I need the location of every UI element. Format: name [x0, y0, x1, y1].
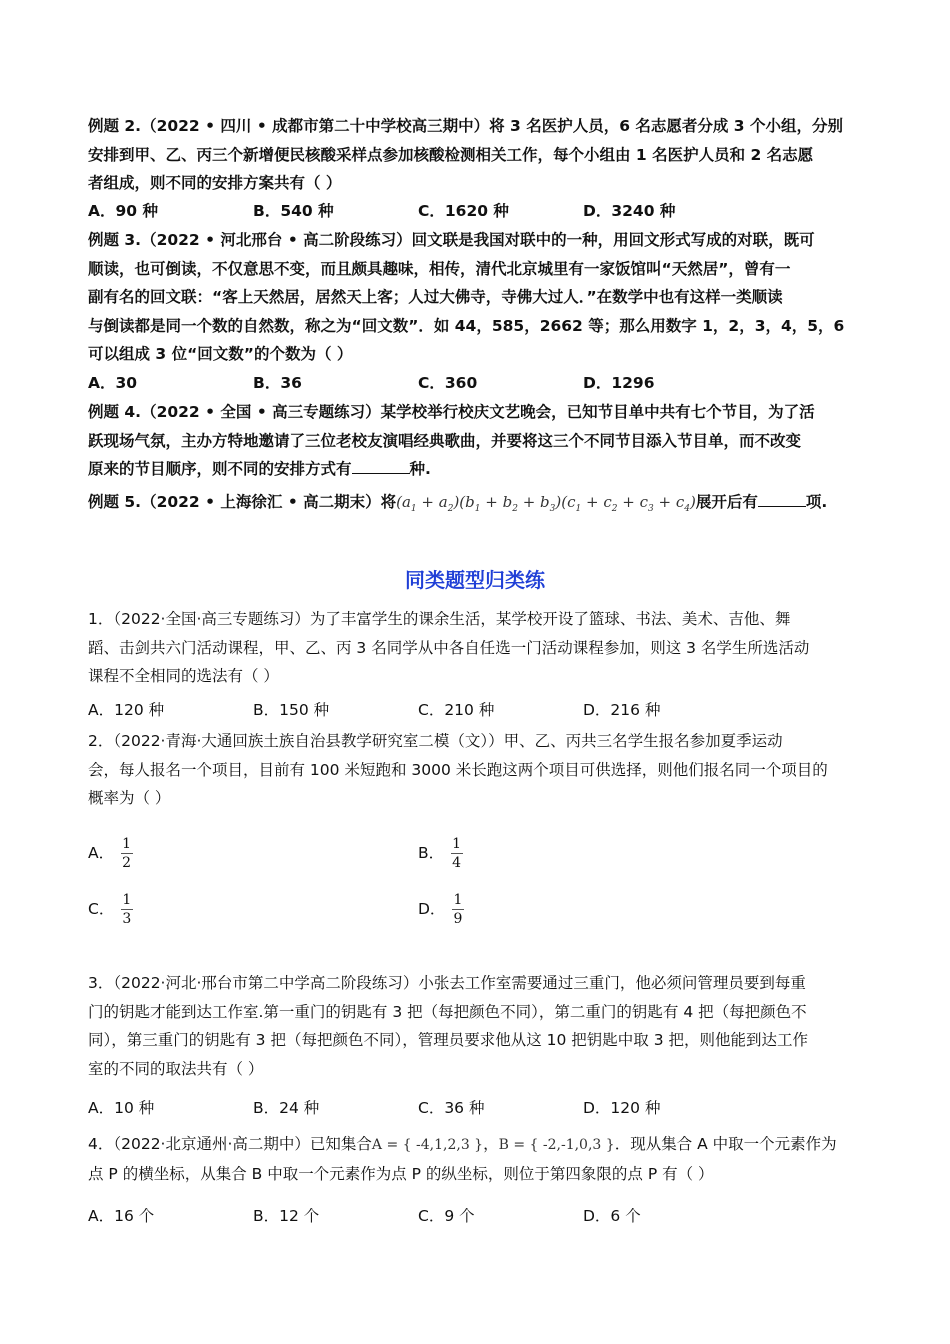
question-3	[88, 969, 863, 1083]
fraction-one-third: $\frac{1}{3}$	[122, 892, 132, 927]
question-4-line-2: 点 P 的横坐标，从集合 B 中取一个元素作为点 P 的纵坐标，则位于第四象限的点 P 有（ ）	[88, 1164, 714, 1183]
question-1-options	[88, 696, 863, 724]
fraction-one-ninth: $\frac{1}{9}$	[453, 892, 463, 927]
option-c: C．210 种	[418, 701, 495, 719]
question-3-line-4: 室的不同的取法共有（ ）	[88, 1059, 264, 1078]
question-3-line-2: 门的钥匙才能到达工作室.第一重门的钥匙有 3 把（每把颜色不同），第二重门的钥匙有 4 把（每把颜色不	[88, 1002, 807, 1021]
example-3-line-4: 与倒读都是同一个数的自然数，称之为“回文数”．如 44，585，2662 等；那么用数字 1，2，3，4，5，6	[88, 316, 845, 335]
option-c: C．36 种	[418, 1099, 485, 1117]
option-a: A．120 种	[88, 701, 165, 719]
question-2-line-1: 2．（2022·青海·大通回族土族自治县教学研究室二模（文））甲、乙、丙共三名学生报名参加夏季运动	[88, 732, 783, 750]
option-b: B． $\frac{1}{4}$	[418, 836, 462, 871]
option-d: D．1296	[583, 374, 655, 392]
question-4	[88, 1130, 863, 1188]
option-c: C．1620 种	[418, 202, 509, 220]
option-a: A．16 个	[88, 1207, 155, 1225]
option-a: A．10 种	[88, 1099, 155, 1117]
option-d: D．6 个	[583, 1207, 641, 1225]
option-b: B．540 种	[253, 202, 334, 220]
option-b: B．12 个	[253, 1207, 320, 1225]
option-a: A． $\frac{1}{2}$	[88, 836, 132, 871]
set-a-expression: A = { -4,1,2,3 }	[371, 1137, 484, 1153]
example-3-line-1: 例题 3.（2022 • 河北邢台 • 高二阶段练习）回文联是我国对联中的一种，用回文形式写成的对联，既可	[88, 231, 815, 249]
question-2	[88, 727, 863, 813]
option-c: C．9 个	[418, 1207, 475, 1225]
question-1-line-3: 课程不全相同的选法有（ ）	[88, 667, 279, 685]
example-2-options	[88, 197, 863, 225]
answer-blank	[352, 457, 410, 474]
question-3-line-3: 同），第三重门的钥匙有 3 把（每把颜色不同），管理员要求他从这 10 把钥匙中取 3 把，则他能到达工作	[88, 1031, 809, 1049]
question-1-line-1: 1．（2022·全国·高三专题练习）为了丰富学生的课余生活，某学校开设了篮球、书法、美术、吉他、舞	[88, 610, 791, 628]
example-4-line-3: 原来的节目顺序，则不同的安排方式有 种.	[88, 455, 863, 484]
question-1-line-2: 蹈、击剑共六门活动课程，甲、乙、丙 3 名同学从中各自任选一门活动课程参加，则这 3 名学生所选活动	[88, 638, 810, 657]
option-b: B．24 种	[253, 1099, 320, 1117]
section-title: 同类题型归类练	[405, 568, 545, 592]
example-3-options	[88, 369, 863, 397]
question-1	[88, 605, 863, 691]
option-c: C． $\frac{1}{3}$	[88, 892, 132, 927]
question-2-options-row-2	[88, 886, 863, 926]
example-4-line-1: 例题 4.（2022 • 全国 • 高三专题练习）某学校举行校庆文艺晚会，已知节目单中共有七个节目，为了活	[88, 403, 815, 421]
option-d: D．3240 种	[583, 202, 676, 220]
example-3-line-3: 副有名的回文联：“客上天然居，居然天上客；人过大佛寺，寺佛大过人．”在数学中也有这样一类顺读	[88, 288, 783, 306]
question-2-line-3: 概率为（ ）	[88, 789, 171, 807]
option-b: B．150 种	[253, 701, 330, 719]
option-c: C．360	[418, 374, 478, 392]
example-5: 例题 5.（2022 • 上海徐汇 • 高二期末）将$(a_1 + a_2)(b_1 + b_2 + b_3)(c_1 + c_2 + c_3 + c_4)$展开后有 项.	[88, 488, 863, 524]
question-3-line-1: 3．（2022·河北·邢台市第二中学高二阶段练习）小张去工作室需要通过三重门，他必须问管理员要到每重	[88, 974, 806, 992]
fraction-one-quarter: $\frac{1}{4}$	[452, 836, 462, 871]
polynomial-expression: $(a_1 + a_2)(b_1 + b_2 + b_3)(c_1 + c_2 + c_3 + c_4)$	[396, 493, 696, 514]
question-3-options	[88, 1094, 863, 1122]
option-d: D． $\frac{1}{9}$	[418, 892, 463, 927]
option-a: A．90 种	[88, 202, 158, 220]
example-4	[88, 398, 863, 484]
question-4-options	[88, 1202, 863, 1230]
option-a: A．30	[88, 374, 138, 392]
question-4-line-1: 4．（2022·北京通州·高二期中）已知集合A = { -4,1,2,3 }，B = { -2,-1,0,3 }．现从集合 A 中取一个元素作为	[88, 1135, 837, 1153]
option-b: B．36	[253, 374, 302, 392]
answer-blank	[758, 490, 806, 507]
example-2-line-2: 安排到甲、乙、丙三个新增便民核酸采样点参加核酸检测相关工作，每个小组由 1 名医护人员和 2 名志愿	[88, 145, 814, 164]
example-2-line-3: 者组成，则不同的安排方案共有（ ）	[88, 174, 342, 192]
question-2-line-2: 会，每人报名一个项目，目前有 100 米短跑和 3000 米长跑这两个项目可供选择，则他们报名同一个项目的	[88, 760, 828, 779]
option-d: D．216 种	[583, 701, 661, 719]
example-2	[88, 112, 863, 198]
question-2-options-row-1	[88, 830, 863, 870]
example-3	[88, 226, 863, 369]
example-3-line-5: 可以组成 3 位“回文数”的个数为（ ）	[88, 345, 353, 363]
example-2-line-1: 例题 2.（2022 • 四川 • 成都市第二十中学校高三期中）将 3 名医护人员，6 名志愿者分成 3 个小组，分别	[88, 117, 843, 135]
set-b-expression: B = { -2,-1,0,3 }	[498, 1137, 615, 1153]
option-d: D．120 种	[583, 1099, 661, 1117]
example-4-line-2: 跃现场气氛，主办方特地邀请了三位老校友演唱经典歌曲，并要将这三个不同节目添入节目单，而不改变	[88, 431, 802, 450]
example-3-line-2: 顺读，也可倒读，不仅意思不变，而且颇具趣味，相传，清代北京城里有一家饭馆叫“天然居”，曾有一	[88, 259, 791, 278]
fraction-one-half: $\frac{1}{2}$	[122, 836, 132, 871]
